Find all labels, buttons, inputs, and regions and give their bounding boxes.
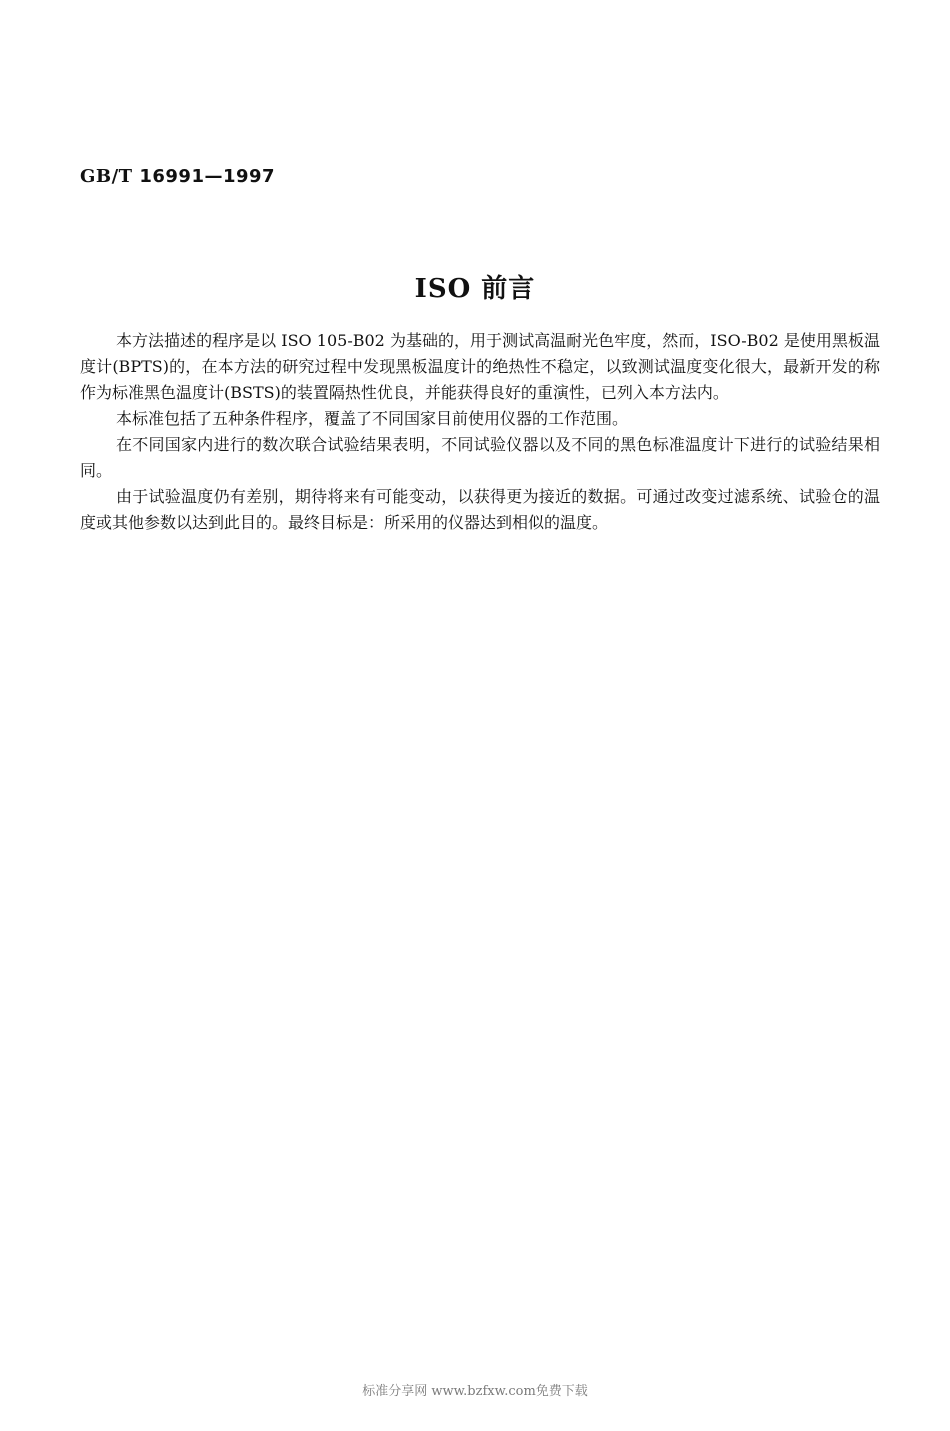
standard-number: 16991—1997 xyxy=(139,166,276,187)
footer-watermark: 标准分享网 www.bzfxw.com免费下载 xyxy=(362,1384,588,1399)
page-title: ISO 前言 xyxy=(414,274,536,304)
paragraph-3: 在不同国家内进行的数次联合试验结果表明，不同试验仪器以及不同的黑色标准温度计下进行的试验结果相同。 xyxy=(80,435,880,480)
paragraph-1: 本方法描述的程序是以 ISO 105-B02 为基础的，用于测试高温耐光色牢度，然而，ISO-B02 是使用黑板温度计(BPTS)的，在本方法的研究过程中发现黑板温度计的绝热性不稳定，以致测试温度变化很大，最新开发的称作为标准黑色温度计(BSTS)的装置隔热性优良，并能获得良好的重演性，已列入本方法内。 xyxy=(80,331,880,402)
standard-prefix: GB/T xyxy=(80,166,133,187)
paragraph-2: 本标准包括了五种条件程序，覆盖了不同国家目前使用仪器的工作范围。 xyxy=(116,409,629,428)
body-text xyxy=(80,328,880,536)
standard-code xyxy=(80,166,275,187)
paragraph-4: 由于试验温度仍有差别，期待将来有可能变动，以获得更为接近的数据。可通过改变过滤系统、试验仓的温度或其他参数以达到此目的。最终目标是：所采用的仪器达到相似的温度。 xyxy=(80,487,880,532)
